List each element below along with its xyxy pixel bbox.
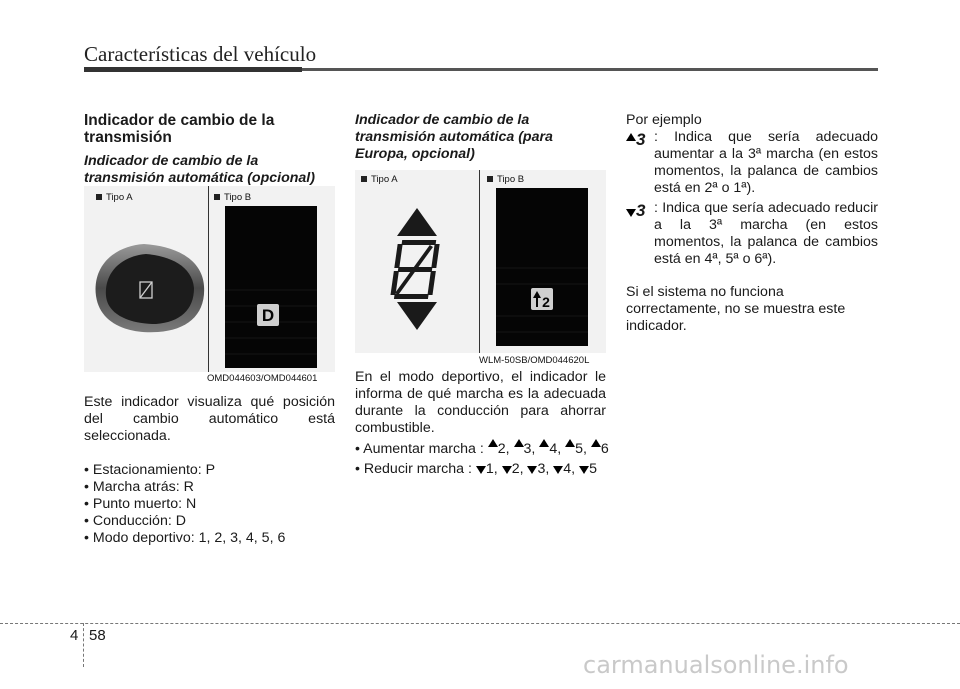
- list-item: • Estacionamiento: P: [84, 462, 216, 478]
- figure-middle-tipo-a: Tipo A: [361, 174, 398, 185]
- figure-middle-tipo-b: Tipo B: [487, 174, 524, 185]
- downshift-3-icon: 3: [626, 202, 645, 221]
- figure-left: [84, 186, 335, 372]
- page-number: 58: [89, 627, 106, 644]
- example-upshift: 3 : Indica que sería adecuado aumentar a la 3ª marcha (en estos momentos, la palanca de cambios está en 2ª o 1ª).: [626, 129, 878, 197]
- page-header-title: Características del vehículo: [84, 42, 317, 66]
- downshift-arrow-icon: [579, 466, 589, 474]
- figure-left-tipo-b: Tipo B: [214, 192, 251, 203]
- reducir-marcha-line: • Reducir marcha : 1, 2, 3, 4, 5: [355, 461, 597, 477]
- upshift-arrow-icon: [539, 439, 549, 447]
- example-downshift: 3 : Indica que sería adecuado reducir a la 3ª marcha (en estos momentos, la palanca de cambios está en 4ª, 5ª o 6ª).: [626, 200, 878, 268]
- section-number: 4: [70, 627, 79, 644]
- figure-middle: [355, 170, 606, 353]
- shift-indicator-tipo-b-display: [225, 206, 317, 368]
- footer-rule: [0, 623, 960, 624]
- figure-middle-caption: WLM-50SB/OMD044620L: [479, 355, 590, 366]
- gear-position-list: [84, 462, 335, 547]
- list-item: • Conducción: D: [84, 513, 186, 529]
- downshift-arrow-icon: [476, 466, 486, 474]
- section-heading: Indicador de cambio de la transmisión: [84, 112, 275, 146]
- downshift-arrow-icon: [502, 466, 512, 474]
- middle-column: [355, 112, 606, 163]
- upshift-arrow-icon: [565, 439, 575, 447]
- figure-divider: [208, 186, 209, 372]
- display-gear-number: 2: [542, 294, 550, 310]
- figure-divider: [479, 170, 480, 353]
- malfunction-note: Si el sistema no funciona correctamente, no se muestra este indicador.: [626, 284, 846, 334]
- upshift-3-icon: 3: [626, 131, 645, 150]
- aumentar-marcha-line: • Aumentar marcha : 2, 3, 4, 5, 6: [355, 441, 609, 457]
- left-paragraph: Este indicador visualiza qué posición del cambio automático está seleccionada.: [84, 394, 335, 444]
- gear-display-tipo-b: [496, 188, 588, 346]
- list-item: • Modo deportivo: 1, 2, 3, 4, 5, 6: [84, 530, 286, 546]
- gear-segment-display-icon: [387, 206, 447, 332]
- upshift-arrow-icon: [591, 439, 601, 447]
- watermark: carmanualsonline.info: [583, 651, 849, 679]
- upshift-arrow-icon: [488, 439, 498, 447]
- section-subheading: Indicador de cambio de la transmisión automática (opcional): [84, 153, 315, 186]
- figure-left-tipo-a: Tipo A: [96, 192, 133, 203]
- display-gear-letter: D: [261, 306, 275, 325]
- downshift-arrow-icon: [527, 466, 537, 474]
- middle-paragraph: En el modo deportivo, el indicador le informa de qué marcha es la adecuada durante la conducción para ahorrar combustible.: [355, 369, 606, 436]
- left-column: [84, 112, 335, 187]
- header-rule-accent: [84, 67, 302, 72]
- right-column: [626, 112, 878, 335]
- example-title: Por ejemplo: [626, 112, 702, 128]
- left-column-body: [84, 394, 335, 547]
- middle-column-body: [355, 369, 609, 478]
- shift-indicator-tipo-a-image: [84, 226, 208, 344]
- section-subheading: Indicador de cambio de la transmisión automática (para Europa, opcional): [355, 112, 553, 162]
- downshift-arrow-icon: [553, 466, 563, 474]
- figure-left-caption: OMD044603/OMD044601: [207, 373, 318, 384]
- list-item: • Marcha atrás: R: [84, 479, 194, 495]
- list-item: • Punto muerto: N: [84, 496, 197, 512]
- upshift-arrow-icon: [514, 439, 524, 447]
- footer-page-separator: [83, 623, 84, 667]
